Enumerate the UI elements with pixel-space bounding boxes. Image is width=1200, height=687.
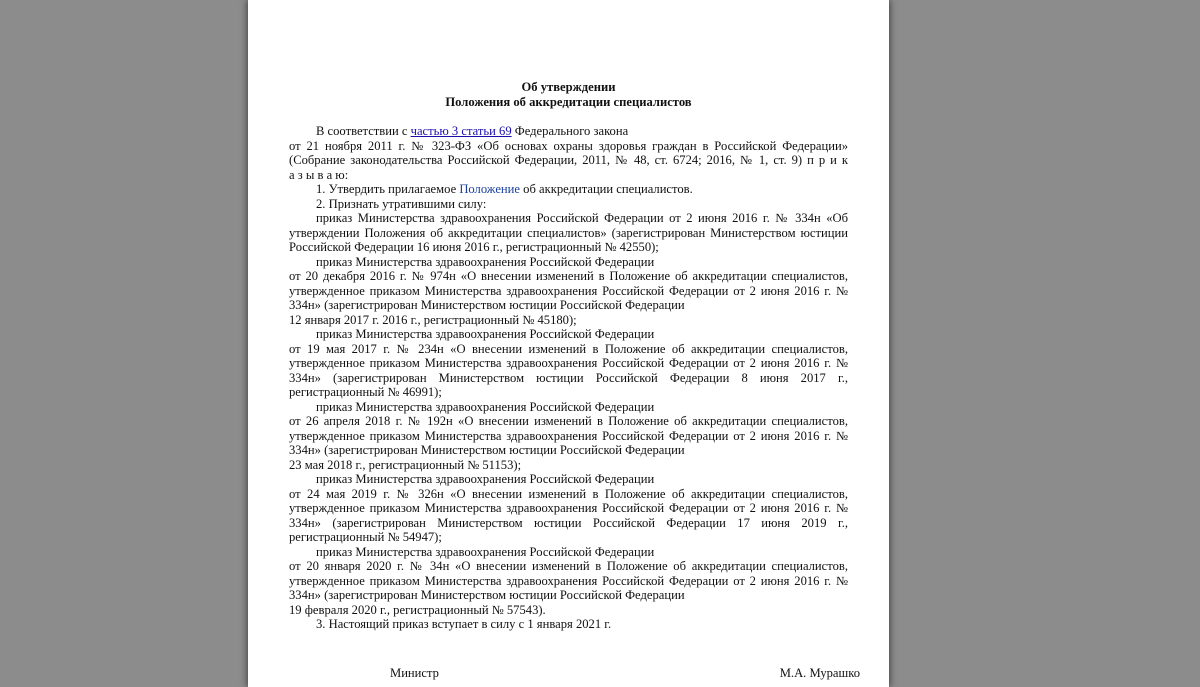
preamble-line-1: В соответствии с частью 3 статьи 69 Федерального закона bbox=[316, 124, 629, 138]
item-1: 1. Утвердить прилагаемое Положение об аккредитации специалистов. bbox=[316, 182, 693, 196]
order-5-heading: приказ Министерства здравоохранения Российской Федерации bbox=[316, 472, 655, 486]
order-2-body: от 20 декабря 2016 г. № 974н «О внесении изменений в Положение об аккредитации специалистов, утвержденное приказом Министерства здравоохранения Российской Федерации от 2 июня 2016 г. № 334н» (зарегистрирован Министерством юстиции Российской Федерации bbox=[289, 269, 848, 312]
document-title bbox=[289, 80, 848, 109]
item-3: 3. Настоящий приказ вступает в силу с 1 января 2021 г. bbox=[316, 617, 612, 631]
preamble-line-3: (Собрание законодательства Российской Федерации, 2011, № 48, ст. 6724; 2016, № 1, ст. 9) п р и к bbox=[289, 153, 848, 167]
order-6-heading: приказ Министерства здравоохранения Российской Федерации bbox=[316, 544, 655, 559]
regulation-link[interactable]: Положение bbox=[459, 182, 520, 196]
order-3-body: от 19 мая 2017 г. № 234н «О внесении изменений в Положение об аккредитации специалистов, утвержденное приказом Министерства здравоохранения Российской Федерации от 2 июня 2016 г. № 334н» (зарегистрирован Министерством юстиции Российской Федерации 8 июня 2017 г., регистрационный № 46991); bbox=[289, 341, 848, 399]
title-line-1: Об утверждении bbox=[521, 80, 616, 94]
order-3-heading: приказ Министерства здравоохранения Российской Федерации bbox=[316, 327, 655, 341]
preamble-line-2: от 21 ноября 2011 г. № 323-ФЗ «Об основах охраны здоровья граждан в Российской Федерации» bbox=[289, 138, 848, 153]
order-2-tail: 12 января 2017 г. 2016 г., регистрационный № 45180); bbox=[289, 312, 577, 327]
order-6-tail: 19 февраля 2020 г., регистрационный № 57543). bbox=[289, 602, 546, 617]
preamble-line-4: а з ы в а ю: bbox=[289, 167, 349, 182]
order-5-body: от 24 мая 2019 г. № 326н «О внесении изменений в Положение об аккредитации специалистов, утвержденное приказом Министерства здравоохранения Российской Федерации от 2 июня 2016 г. № 334н» (зарегистрирован Министерством юстиции Российской Федерации 17 июня 2019 г., регистрационный № 54947); bbox=[289, 486, 848, 544]
order-4-tail: 23 мая 2018 г., регистрационный № 51153); bbox=[289, 457, 522, 472]
document-page bbox=[248, 0, 889, 687]
order-4-body: от 26 апреля 2018 г. № 192н «О внесении изменений в Положение об аккредитации специалистов, утвержденное приказом Министерства здравоохранения Российской Федерации от 2 июня 2016 г. № 334н» (зарегистрирован Министерством юстиции Российской Федерации bbox=[289, 414, 848, 457]
order-2-heading: приказ Министерства здравоохранения Российской Федерации bbox=[316, 254, 655, 269]
document-body bbox=[289, 80, 848, 632]
title-line-2: Положения об аккредитации специалистов bbox=[445, 94, 692, 109]
order-6-body: от 20 января 2020 г. № 34н «О внесении изменений в Положение об аккредитации специалистов, утвержденное приказом Министерства здравоохранения Российской Федерации от 2 июня 2016 г. № 334н» (зарегистрирован Министерством юстиции Российской Федерации bbox=[289, 559, 848, 602]
signature-name: М.А. Мурашко bbox=[779, 666, 860, 680]
order-1: приказ Министерства здравоохранения Российской Федерации от 2 июня 2016 г. № 334н «Об утверждении Положения об аккредитации специалистов» (зарегистрирован Министерством юстиции Российской Федерации 16 июня 2016 г., регистрационный № 42550); bbox=[289, 211, 848, 254]
item-2: 2. Признать утратившими силу: bbox=[316, 196, 487, 211]
signature-position: Министр bbox=[390, 666, 439, 680]
article-link[interactable]: частью 3 статьи 69 bbox=[410, 124, 512, 138]
order-4-heading: приказ Министерства здравоохранения Российской Федерации bbox=[316, 399, 655, 414]
